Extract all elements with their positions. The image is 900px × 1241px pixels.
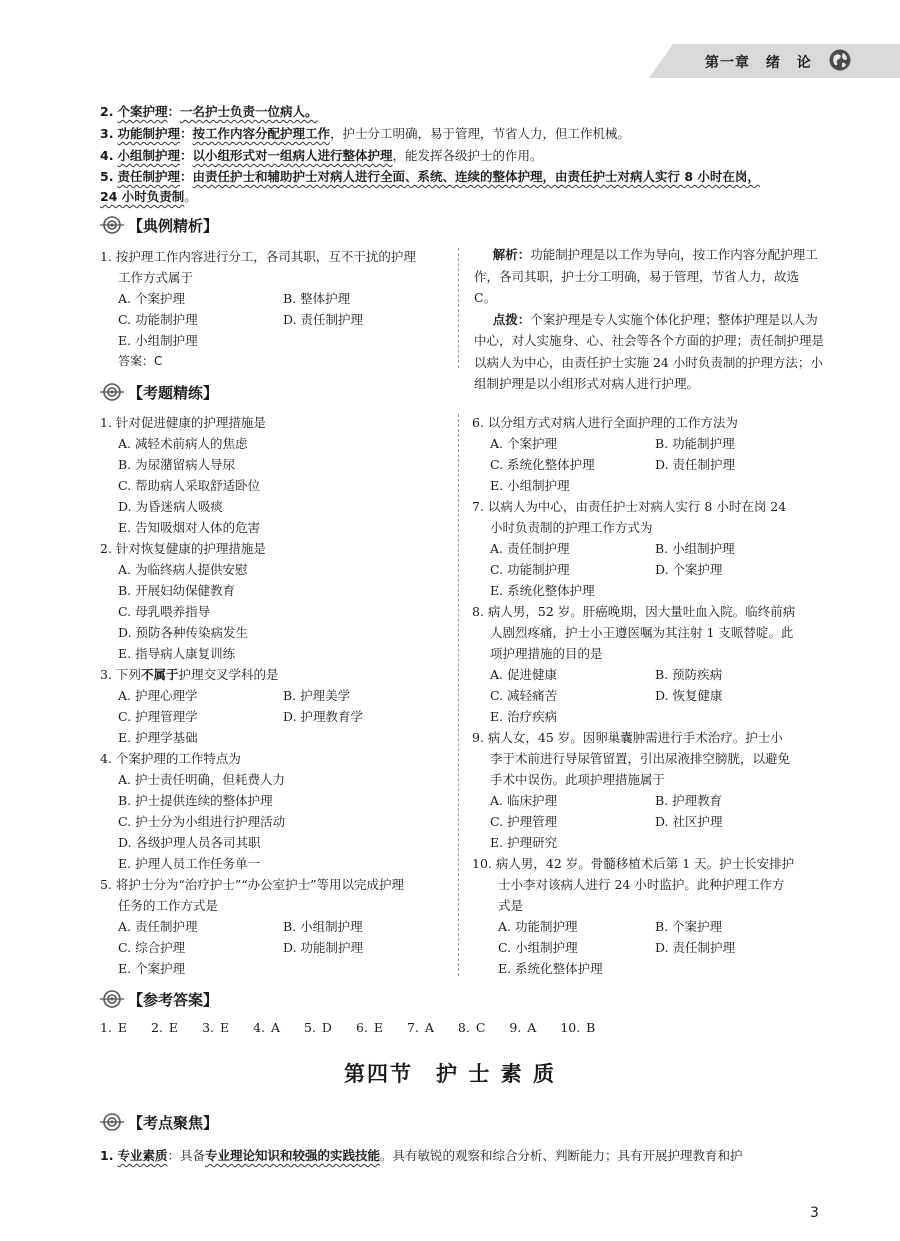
key-point-3: 3. 功能制护理：按工作内容分配护理工作，护士分工明确，易于管理，节省人力，但工作机械。	[100, 126, 630, 141]
example-answer: 答案：C	[118, 354, 163, 368]
globe-icon	[828, 48, 852, 72]
option: D. 责任制护理	[283, 312, 364, 327]
question-9: 9. 病人女，45 岁。因卵巢囊肿需进行手术治疗。护士小 李于术前进行导尿管留置，引出尿液排空膀胱，以避免 手术中误伤。此项护理措施属于 A. 临床护理 B. 护理教育 C. 护理管理 D. 社区护理 E. 护理研究	[472, 730, 791, 850]
section-header-answers: 【参考答案】	[100, 987, 218, 1011]
chapter-word-2: 论	[796, 55, 812, 71]
target-icon	[100, 1112, 124, 1132]
section-header-practice: 【考题精练】	[100, 380, 218, 404]
page-number: 3	[810, 1205, 819, 1221]
answer-key: 1. E 2. E 3. E 4. A 5. D 6. E 7. A 8. C 9. A 10. B	[100, 1020, 596, 1035]
section-header-example: 【典例精析】	[100, 213, 218, 237]
question-7: 7. 以病人为中心，由责任护士对病人实行 8 小时在岗 24 小时负责制的护理工作方式为 A. 责任制护理 B. 小组制护理 C. 功能制护理 D. 个案护理 E. 系统化整体护理	[472, 499, 787, 598]
key-point-4: 4. 小组制护理：以小组形式对一组病人进行整体护理，能发挥各级护士的作用。	[100, 148, 543, 163]
section-header-focus: 【考点聚焦】	[100, 1110, 218, 1134]
question-2: 2. 针对恢复健康的护理措施是 A. 为临终病人提供安慰 B. 开展妇幼保健教育 C. 母乳喂养指导 D. 预防各种传染病发生 E. 指导病人康复训练	[100, 541, 266, 661]
chapter-label: 第一章	[705, 55, 750, 71]
questions-right	[472, 412, 827, 979]
question-10: 10. 病人男，42 岁。骨髓移植术后第 1 天。护士长安排护 士小李对该病人进行 24 小时监护。此种护理工作方 式是 A. 功能制护理 B. 个案护理 C. 小组制护理 D. 责任制护理 E. 系统化整体护理	[472, 856, 795, 976]
target-icon	[100, 989, 124, 1009]
question-5: 5. 将护士分为“治疗护士”“办公室护士”等用以完成护理 任务的工作方式是 A. 责任制护理 B. 小组制护理 C. 综合护理 D. 功能制护理 E. 个案护理	[100, 877, 404, 976]
chapter-header	[705, 52, 822, 72]
question-3: 3. 下列不属于护理交叉学科的是 A. 护理心理学 B. 护理美学 C. 护理管理学 D. 护理教育学 E. 护理学基础	[100, 667, 364, 745]
key-point-2: 2. 个案护理：一名护士负责一位病人。	[100, 104, 318, 119]
option: A. 个案护理	[118, 291, 185, 306]
section-title: 第四节 护 士 素 质	[344, 1062, 556, 1086]
question-1: 1. 针对促进健康的护理措施是 A. 减轻术前病人的焦虑 B. 为尿潴留病人导尿 C. 帮助病人采取舒适卧位 D. 为昏迷病人吸痰 E. 告知吸烟对人体的危害	[100, 415, 266, 535]
target-icon	[100, 215, 124, 235]
focus-point-1: 1. 专业素质：具备专业理论知识和较强的实践技能。具有敏锐的观察和综合分析、判断能力；具有开展护理教育和护	[100, 1148, 743, 1163]
key-point-5: 5. 责任制护理：由责任护士和辅助护士对病人进行全面、系统、连续的整体护理，由责任护士对病人实行 8 小时在岗， 24 小时负责制。	[100, 169, 760, 204]
column-divider	[458, 248, 459, 368]
target-icon	[100, 382, 124, 402]
option: B. 整体护理	[283, 291, 351, 306]
option: C. 功能制护理	[118, 312, 198, 327]
question-6: 6. 以分组方式对病人进行全面护理的工作方法为 A. 个案护理 B. 功能制护理 C. 系统化整体护理 D. 责任制护理 E. 小组制护理	[472, 415, 738, 493]
column-divider	[458, 414, 459, 976]
question-8: 8. 病人男，52 岁。肝癌晚期，因大量吐血入院。临终前病 人剧烈疼痛，护士小王遵医嘱为其注射 1 支哌替啶。此 项护理措施的目的是 A. 促进健康 B. 预防疾病 C. 减轻痛苦 D. 恢复健康 E. 治疗疾病	[472, 604, 796, 724]
example-question: 1. 按护理工作内容进行分工，各司其职，互不干扰的护理 工作方式属于 A. 个案护理 B. 整体护理 C. 功能制护理 D. 责任制护理 E. 小组制护理 答案：C	[100, 246, 450, 372]
option: E. 小组制护理	[118, 333, 198, 348]
question-4: 4. 个案护理的工作特点为 A. 护士责任明确，但耗费人力 B. 护士提供连续的整体护理 C. 护士分为小组进行护理活动 D. 各级护理人员各司其职 E. 护理人员工作任务单一	[100, 751, 286, 871]
example-analysis: 解析：功能制护理是以工作为导向，按工作内容分配护理工作，各司其职，护士分工明确，易于管理，节省人力，故选 C。 点拨：个案护理是专人实施个体化护理；整体护理是以人为中心，对人实施身、心、社会等各个方面的护理；责任制护理是以病人为中心，由责任护士实施 24 小时负责制的护理方法；小组制护理是以小组形式对病人进行护理。	[474, 247, 825, 391]
questions-left	[100, 412, 455, 979]
chapter-word-1: 绪	[765, 55, 781, 71]
